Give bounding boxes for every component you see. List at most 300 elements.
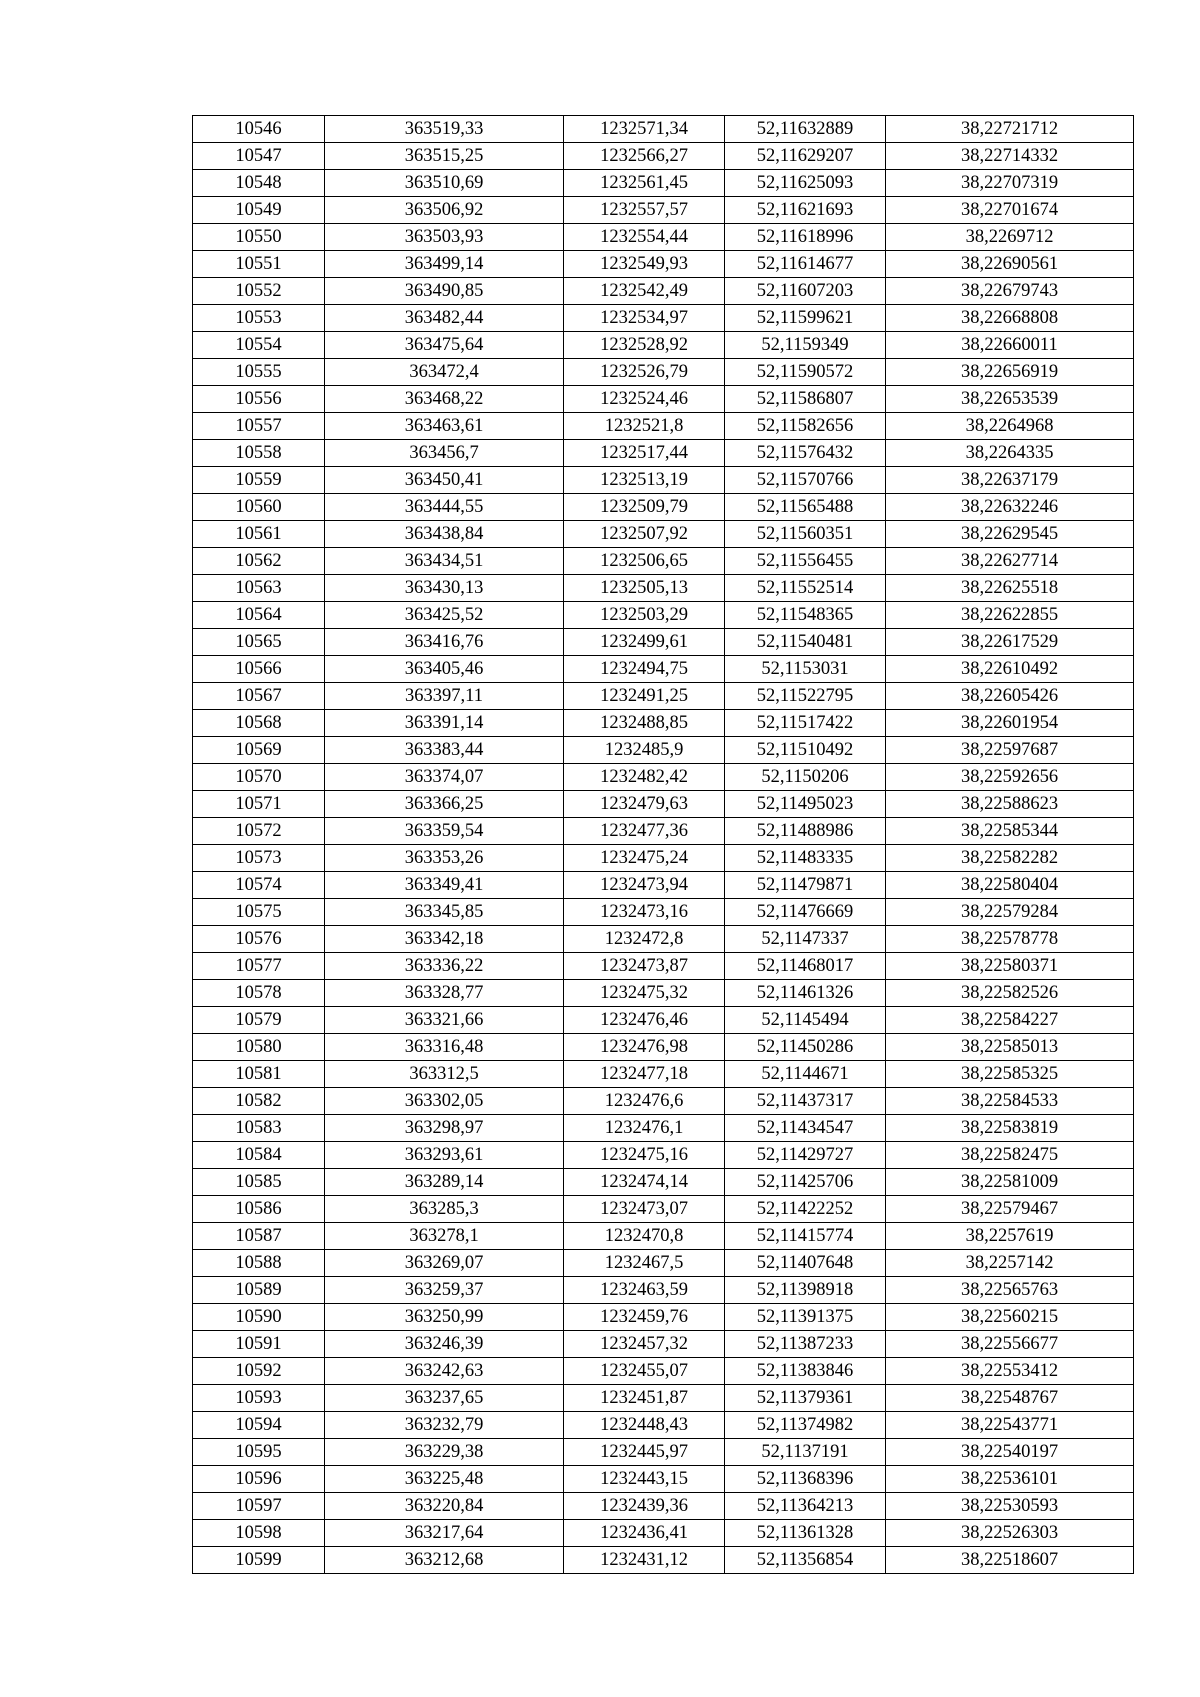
y-coordinate-cell: 1232470,8 <box>564 1223 725 1250</box>
longitude-cell: 38,2264335 <box>886 440 1134 467</box>
longitude-cell: 38,22582526 <box>886 980 1134 1007</box>
y-coordinate-cell: 1232499,61 <box>564 629 725 656</box>
y-coordinate-cell: 1232472,8 <box>564 926 725 953</box>
x-coordinate-cell: 363225,48 <box>325 1466 564 1493</box>
x-coordinate-cell: 363285,3 <box>325 1196 564 1223</box>
table-row <box>193 1196 1134 1223</box>
point-number-cell: 10549 <box>193 197 325 224</box>
table-row <box>193 872 1134 899</box>
longitude-cell: 38,22637179 <box>886 467 1134 494</box>
table-row <box>193 1061 1134 1088</box>
y-coordinate-cell: 1232475,24 <box>564 845 725 872</box>
latitude-cell: 52,11415774 <box>725 1223 886 1250</box>
x-coordinate-cell: 363269,07 <box>325 1250 564 1277</box>
y-coordinate-cell: 1232431,12 <box>564 1547 725 1574</box>
latitude-cell: 52,11621693 <box>725 197 886 224</box>
point-number-cell: 10579 <box>193 1007 325 1034</box>
table-row <box>193 791 1134 818</box>
x-coordinate-cell: 363220,84 <box>325 1493 564 1520</box>
latitude-cell: 52,11522795 <box>725 683 886 710</box>
longitude-cell: 38,22597687 <box>886 737 1134 764</box>
y-coordinate-cell: 1232445,97 <box>564 1439 725 1466</box>
longitude-cell: 38,22585013 <box>886 1034 1134 1061</box>
table-row <box>193 1547 1134 1574</box>
table-row <box>193 953 1134 980</box>
point-number-cell: 10586 <box>193 1196 325 1223</box>
longitude-cell: 38,22714332 <box>886 143 1134 170</box>
latitude-cell: 52,11582656 <box>725 413 886 440</box>
latitude-cell: 52,1150206 <box>725 764 886 791</box>
point-number-cell: 10569 <box>193 737 325 764</box>
y-coordinate-cell: 1232475,16 <box>564 1142 725 1169</box>
longitude-cell: 38,22518607 <box>886 1547 1134 1574</box>
latitude-cell: 52,11479871 <box>725 872 886 899</box>
longitude-cell: 38,2257619 <box>886 1223 1134 1250</box>
x-coordinate-cell: 363391,14 <box>325 710 564 737</box>
table-row <box>193 548 1134 575</box>
latitude-cell: 52,11391375 <box>725 1304 886 1331</box>
y-coordinate-cell: 1232443,15 <box>564 1466 725 1493</box>
x-coordinate-cell: 363475,64 <box>325 332 564 359</box>
x-coordinate-cell: 363383,44 <box>325 737 564 764</box>
latitude-cell: 52,11614677 <box>725 251 886 278</box>
y-coordinate-cell: 1232509,79 <box>564 494 725 521</box>
x-coordinate-cell: 363229,38 <box>325 1439 564 1466</box>
table-row <box>193 899 1134 926</box>
latitude-cell: 52,11599621 <box>725 305 886 332</box>
point-number-cell: 10596 <box>193 1466 325 1493</box>
point-number-cell: 10557 <box>193 413 325 440</box>
latitude-cell: 52,11632889 <box>725 116 886 143</box>
y-coordinate-cell: 1232485,9 <box>564 737 725 764</box>
coordinates-table-body <box>193 116 1134 1574</box>
table-row <box>193 1331 1134 1358</box>
point-number-cell: 10561 <box>193 521 325 548</box>
coordinates-table <box>192 115 1134 1574</box>
longitude-cell: 38,22721712 <box>886 116 1134 143</box>
y-coordinate-cell: 1232503,29 <box>564 602 725 629</box>
table-row <box>193 224 1134 251</box>
latitude-cell: 52,1145494 <box>725 1007 886 1034</box>
x-coordinate-cell: 363293,61 <box>325 1142 564 1169</box>
x-coordinate-cell: 363434,51 <box>325 548 564 575</box>
table-row <box>193 1304 1134 1331</box>
x-coordinate-cell: 363425,52 <box>325 602 564 629</box>
x-coordinate-cell: 363353,26 <box>325 845 564 872</box>
table-row <box>193 1142 1134 1169</box>
point-number-cell: 10584 <box>193 1142 325 1169</box>
longitude-cell: 38,22701674 <box>886 197 1134 224</box>
y-coordinate-cell: 1232457,32 <box>564 1331 725 1358</box>
table-row <box>193 683 1134 710</box>
x-coordinate-cell: 363242,63 <box>325 1358 564 1385</box>
y-coordinate-cell: 1232473,07 <box>564 1196 725 1223</box>
latitude-cell: 52,11607203 <box>725 278 886 305</box>
x-coordinate-cell: 363232,79 <box>325 1412 564 1439</box>
y-coordinate-cell: 1232526,79 <box>564 359 725 386</box>
table-row <box>193 1520 1134 1547</box>
longitude-cell: 38,22585344 <box>886 818 1134 845</box>
document-page <box>192 115 1133 1574</box>
y-coordinate-cell: 1232506,65 <box>564 548 725 575</box>
x-coordinate-cell: 363349,41 <box>325 872 564 899</box>
table-row <box>193 656 1134 683</box>
point-number-cell: 10599 <box>193 1547 325 1574</box>
y-coordinate-cell: 1232473,94 <box>564 872 725 899</box>
point-number-cell: 10548 <box>193 170 325 197</box>
table-row <box>193 305 1134 332</box>
y-coordinate-cell: 1232455,07 <box>564 1358 725 1385</box>
latitude-cell: 52,11425706 <box>725 1169 886 1196</box>
table-row <box>193 413 1134 440</box>
latitude-cell: 52,11383846 <box>725 1358 886 1385</box>
table-row <box>193 1169 1134 1196</box>
x-coordinate-cell: 363456,7 <box>325 440 564 467</box>
point-number-cell: 10594 <box>193 1412 325 1439</box>
x-coordinate-cell: 363289,14 <box>325 1169 564 1196</box>
latitude-cell: 52,11517422 <box>725 710 886 737</box>
y-coordinate-cell: 1232542,49 <box>564 278 725 305</box>
table-row <box>193 629 1134 656</box>
point-number-cell: 10553 <box>193 305 325 332</box>
x-coordinate-cell: 363250,99 <box>325 1304 564 1331</box>
point-number-cell: 10547 <box>193 143 325 170</box>
y-coordinate-cell: 1232505,13 <box>564 575 725 602</box>
longitude-cell: 38,22582475 <box>886 1142 1134 1169</box>
x-coordinate-cell: 363246,39 <box>325 1331 564 1358</box>
table-row <box>193 602 1134 629</box>
x-coordinate-cell: 363397,11 <box>325 683 564 710</box>
y-coordinate-cell: 1232528,92 <box>564 332 725 359</box>
y-coordinate-cell: 1232439,36 <box>564 1493 725 1520</box>
point-number-cell: 10567 <box>193 683 325 710</box>
table-row <box>193 386 1134 413</box>
point-number-cell: 10573 <box>193 845 325 872</box>
latitude-cell: 52,1144671 <box>725 1061 886 1088</box>
table-row <box>193 1385 1134 1412</box>
latitude-cell: 52,11510492 <box>725 737 886 764</box>
y-coordinate-cell: 1232476,6 <box>564 1088 725 1115</box>
latitude-cell: 52,11468017 <box>725 953 886 980</box>
latitude-cell: 52,11450286 <box>725 1034 886 1061</box>
table-row <box>193 278 1134 305</box>
longitude-cell: 38,22543771 <box>886 1412 1134 1439</box>
latitude-cell: 52,11552514 <box>725 575 886 602</box>
y-coordinate-cell: 1232463,59 <box>564 1277 725 1304</box>
table-row <box>193 1223 1134 1250</box>
latitude-cell: 52,11565488 <box>725 494 886 521</box>
latitude-cell: 52,11560351 <box>725 521 886 548</box>
x-coordinate-cell: 363510,69 <box>325 170 564 197</box>
table-row <box>193 1250 1134 1277</box>
table-row <box>193 197 1134 224</box>
y-coordinate-cell: 1232459,76 <box>564 1304 725 1331</box>
longitude-cell: 38,22548767 <box>886 1385 1134 1412</box>
y-coordinate-cell: 1232473,16 <box>564 899 725 926</box>
point-number-cell: 10568 <box>193 710 325 737</box>
point-number-cell: 10574 <box>193 872 325 899</box>
latitude-cell: 52,1137191 <box>725 1439 886 1466</box>
longitude-cell: 38,22536101 <box>886 1466 1134 1493</box>
point-number-cell: 10554 <box>193 332 325 359</box>
x-coordinate-cell: 363416,76 <box>325 629 564 656</box>
longitude-cell: 38,22580371 <box>886 953 1134 980</box>
latitude-cell: 52,11576432 <box>725 440 886 467</box>
longitude-cell: 38,22530593 <box>886 1493 1134 1520</box>
y-coordinate-cell: 1232557,57 <box>564 197 725 224</box>
latitude-cell: 52,11368396 <box>725 1466 886 1493</box>
latitude-cell: 52,1153031 <box>725 656 886 683</box>
point-number-cell: 10565 <box>193 629 325 656</box>
y-coordinate-cell: 1232561,45 <box>564 170 725 197</box>
longitude-cell: 38,22553412 <box>886 1358 1134 1385</box>
x-coordinate-cell: 363519,33 <box>325 116 564 143</box>
longitude-cell: 38,22579284 <box>886 899 1134 926</box>
table-row <box>193 1088 1134 1115</box>
y-coordinate-cell: 1232473,87 <box>564 953 725 980</box>
table-row <box>193 332 1134 359</box>
y-coordinate-cell: 1232549,93 <box>564 251 725 278</box>
latitude-cell: 52,11570766 <box>725 467 886 494</box>
point-number-cell: 10556 <box>193 386 325 413</box>
latitude-cell: 52,11556455 <box>725 548 886 575</box>
latitude-cell: 52,11586807 <box>725 386 886 413</box>
point-number-cell: 10588 <box>193 1250 325 1277</box>
x-coordinate-cell: 363472,4 <box>325 359 564 386</box>
latitude-cell: 52,11483335 <box>725 845 886 872</box>
latitude-cell: 52,11488986 <box>725 818 886 845</box>
latitude-cell: 52,1147337 <box>725 926 886 953</box>
table-row <box>193 521 1134 548</box>
x-coordinate-cell: 363444,55 <box>325 494 564 521</box>
latitude-cell: 52,11429727 <box>725 1142 886 1169</box>
x-coordinate-cell: 363212,68 <box>325 1547 564 1574</box>
x-coordinate-cell: 363328,77 <box>325 980 564 1007</box>
longitude-cell: 38,22629545 <box>886 521 1134 548</box>
point-number-cell: 10566 <box>193 656 325 683</box>
longitude-cell: 38,2264968 <box>886 413 1134 440</box>
longitude-cell: 38,22592656 <box>886 764 1134 791</box>
point-number-cell: 10564 <box>193 602 325 629</box>
x-coordinate-cell: 363405,46 <box>325 656 564 683</box>
latitude-cell: 52,11356854 <box>725 1547 886 1574</box>
y-coordinate-cell: 1232491,25 <box>564 683 725 710</box>
table-row <box>193 1493 1134 1520</box>
latitude-cell: 52,11434547 <box>725 1115 886 1142</box>
point-number-cell: 10585 <box>193 1169 325 1196</box>
latitude-cell: 52,11618996 <box>725 224 886 251</box>
x-coordinate-cell: 363430,13 <box>325 575 564 602</box>
y-coordinate-cell: 1232476,46 <box>564 1007 725 1034</box>
latitude-cell: 52,11407648 <box>725 1250 886 1277</box>
y-coordinate-cell: 1232477,18 <box>564 1061 725 1088</box>
point-number-cell: 10575 <box>193 899 325 926</box>
x-coordinate-cell: 363374,07 <box>325 764 564 791</box>
latitude-cell: 52,11361328 <box>725 1520 886 1547</box>
point-number-cell: 10570 <box>193 764 325 791</box>
x-coordinate-cell: 363503,93 <box>325 224 564 251</box>
table-row <box>193 575 1134 602</box>
latitude-cell: 52,11540481 <box>725 629 886 656</box>
longitude-cell: 38,22656919 <box>886 359 1134 386</box>
y-coordinate-cell: 1232451,87 <box>564 1385 725 1412</box>
longitude-cell: 38,22679743 <box>886 278 1134 305</box>
point-number-cell: 10559 <box>193 467 325 494</box>
y-coordinate-cell: 1232479,63 <box>564 791 725 818</box>
point-number-cell: 10551 <box>193 251 325 278</box>
longitude-cell: 38,22653539 <box>886 386 1134 413</box>
table-row <box>193 143 1134 170</box>
y-coordinate-cell: 1232571,34 <box>564 116 725 143</box>
latitude-cell: 52,11422252 <box>725 1196 886 1223</box>
longitude-cell: 38,22579467 <box>886 1196 1134 1223</box>
x-coordinate-cell: 363490,85 <box>325 278 564 305</box>
longitude-cell: 38,22580404 <box>886 872 1134 899</box>
longitude-cell: 38,22556677 <box>886 1331 1134 1358</box>
point-number-cell: 10560 <box>193 494 325 521</box>
point-number-cell: 10552 <box>193 278 325 305</box>
longitude-cell: 38,2257142 <box>886 1250 1134 1277</box>
y-coordinate-cell: 1232475,32 <box>564 980 725 1007</box>
x-coordinate-cell: 363298,97 <box>325 1115 564 1142</box>
point-number-cell: 10582 <box>193 1088 325 1115</box>
x-coordinate-cell: 363450,41 <box>325 467 564 494</box>
x-coordinate-cell: 363468,22 <box>325 386 564 413</box>
latitude-cell: 52,11548365 <box>725 602 886 629</box>
point-number-cell: 10583 <box>193 1115 325 1142</box>
point-number-cell: 10597 <box>193 1493 325 1520</box>
longitude-cell: 38,22565763 <box>886 1277 1134 1304</box>
point-number-cell: 10563 <box>193 575 325 602</box>
longitude-cell: 38,22668808 <box>886 305 1134 332</box>
table-row <box>193 1439 1134 1466</box>
x-coordinate-cell: 363321,66 <box>325 1007 564 1034</box>
point-number-cell: 10571 <box>193 791 325 818</box>
point-number-cell: 10562 <box>193 548 325 575</box>
longitude-cell: 38,22526303 <box>886 1520 1134 1547</box>
y-coordinate-cell: 1232517,44 <box>564 440 725 467</box>
point-number-cell: 10555 <box>193 359 325 386</box>
table-row <box>193 1466 1134 1493</box>
y-coordinate-cell: 1232482,42 <box>564 764 725 791</box>
y-coordinate-cell: 1232521,8 <box>564 413 725 440</box>
table-row <box>193 1115 1134 1142</box>
table-row <box>193 1277 1134 1304</box>
latitude-cell: 52,11364213 <box>725 1493 886 1520</box>
x-coordinate-cell: 363463,61 <box>325 413 564 440</box>
longitude-cell: 38,22585325 <box>886 1061 1134 1088</box>
point-number-cell: 10550 <box>193 224 325 251</box>
x-coordinate-cell: 363366,25 <box>325 791 564 818</box>
latitude-cell: 52,11476669 <box>725 899 886 926</box>
x-coordinate-cell: 363359,54 <box>325 818 564 845</box>
longitude-cell: 38,22583819 <box>886 1115 1134 1142</box>
x-coordinate-cell: 363336,22 <box>325 953 564 980</box>
y-coordinate-cell: 1232477,36 <box>564 818 725 845</box>
x-coordinate-cell: 363312,5 <box>325 1061 564 1088</box>
table-row <box>193 440 1134 467</box>
latitude-cell: 52,11387233 <box>725 1331 886 1358</box>
latitude-cell: 52,11437317 <box>725 1088 886 1115</box>
longitude-cell: 38,22617529 <box>886 629 1134 656</box>
point-number-cell: 10580 <box>193 1034 325 1061</box>
point-number-cell: 10587 <box>193 1223 325 1250</box>
point-number-cell: 10591 <box>193 1331 325 1358</box>
table-row <box>193 737 1134 764</box>
longitude-cell: 38,22582282 <box>886 845 1134 872</box>
table-row <box>193 1358 1134 1385</box>
x-coordinate-cell: 363482,44 <box>325 305 564 332</box>
table-row <box>193 764 1134 791</box>
longitude-cell: 38,22690561 <box>886 251 1134 278</box>
longitude-cell: 38,22660011 <box>886 332 1134 359</box>
y-coordinate-cell: 1232524,46 <box>564 386 725 413</box>
x-coordinate-cell: 363506,92 <box>325 197 564 224</box>
longitude-cell: 38,22632246 <box>886 494 1134 521</box>
latitude-cell: 52,11590572 <box>725 359 886 386</box>
longitude-cell: 38,22560215 <box>886 1304 1134 1331</box>
point-number-cell: 10589 <box>193 1277 325 1304</box>
longitude-cell: 38,22707319 <box>886 170 1134 197</box>
longitude-cell: 38,22584227 <box>886 1007 1134 1034</box>
y-coordinate-cell: 1232448,43 <box>564 1412 725 1439</box>
latitude-cell: 52,11625093 <box>725 170 886 197</box>
point-number-cell: 10572 <box>193 818 325 845</box>
latitude-cell: 52,11629207 <box>725 143 886 170</box>
y-coordinate-cell: 1232476,1 <box>564 1115 725 1142</box>
point-number-cell: 10590 <box>193 1304 325 1331</box>
y-coordinate-cell: 1232488,85 <box>564 710 725 737</box>
table-row <box>193 467 1134 494</box>
x-coordinate-cell: 363499,14 <box>325 251 564 278</box>
longitude-cell: 38,22622855 <box>886 602 1134 629</box>
x-coordinate-cell: 363345,85 <box>325 899 564 926</box>
y-coordinate-cell: 1232566,27 <box>564 143 725 170</box>
table-row <box>193 926 1134 953</box>
table-row <box>193 170 1134 197</box>
point-number-cell: 10577 <box>193 953 325 980</box>
point-number-cell: 10546 <box>193 116 325 143</box>
longitude-cell: 38,22581009 <box>886 1169 1134 1196</box>
longitude-cell: 38,22610492 <box>886 656 1134 683</box>
y-coordinate-cell: 1232534,97 <box>564 305 725 332</box>
x-coordinate-cell: 363217,64 <box>325 1520 564 1547</box>
x-coordinate-cell: 363259,37 <box>325 1277 564 1304</box>
point-number-cell: 10581 <box>193 1061 325 1088</box>
longitude-cell: 38,22578778 <box>886 926 1134 953</box>
longitude-cell: 38,22625518 <box>886 575 1134 602</box>
x-coordinate-cell: 363316,48 <box>325 1034 564 1061</box>
latitude-cell: 52,1159349 <box>725 332 886 359</box>
latitude-cell: 52,11495023 <box>725 791 886 818</box>
point-number-cell: 10576 <box>193 926 325 953</box>
y-coordinate-cell: 1232554,44 <box>564 224 725 251</box>
point-number-cell: 10598 <box>193 1520 325 1547</box>
latitude-cell: 52,11398918 <box>725 1277 886 1304</box>
table-row <box>193 1007 1134 1034</box>
table-row <box>193 710 1134 737</box>
point-number-cell: 10592 <box>193 1358 325 1385</box>
table-row <box>193 359 1134 386</box>
longitude-cell: 38,22605426 <box>886 683 1134 710</box>
longitude-cell: 38,22588623 <box>886 791 1134 818</box>
y-coordinate-cell: 1232467,5 <box>564 1250 725 1277</box>
table-row <box>193 845 1134 872</box>
longitude-cell: 38,22584533 <box>886 1088 1134 1115</box>
longitude-cell: 38,2269712 <box>886 224 1134 251</box>
latitude-cell: 52,11461326 <box>725 980 886 1007</box>
longitude-cell: 38,22540197 <box>886 1439 1134 1466</box>
